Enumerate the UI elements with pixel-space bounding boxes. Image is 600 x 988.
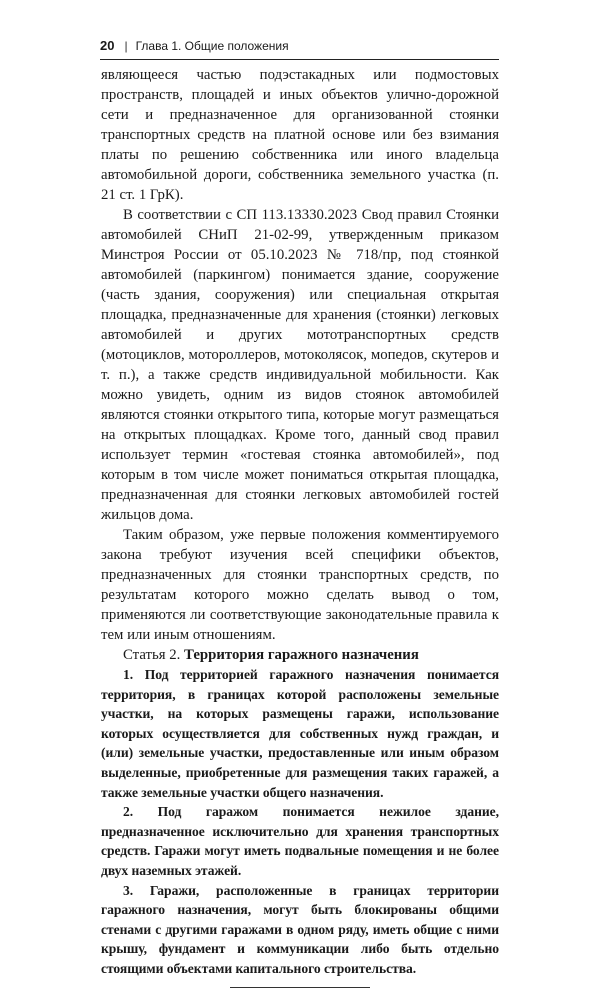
page-body: [101, 65, 499, 988]
article-heading: [101, 645, 499, 665]
article-point: 2. Под гаражом понимается нежилое здание, предназначенное исключительно для хранения транспортных средств. Гаражи могут иметь подвальные помещения и не более двух наземных этажей.: [101, 804, 499, 878]
section-end-rule: [230, 987, 370, 988]
article-point: 3. Гаражи, расположенные в границах территории гаражного назначения, могут быть блокированы общими стенами с другими гаражами в одном ряду, иметь общие с ними крышу, фундамент и коммуникации либо быть отдельно стоящими объектами капитального строительства.: [101, 882, 499, 976]
article-label: Статья 2.: [123, 647, 181, 663]
page-number: 20: [100, 38, 115, 53]
chapter-title: Глава 1. Общие положения: [135, 39, 289, 53]
article-title: Территория гаражного назначения: [184, 647, 419, 663]
body-paragraph: являющееся частью подэстакадных или подмостовых пространств, площадей и иных объектов улично-дорожной сети и предназначенное для организованной стоянки транспортных средств на платной основе или без взимания платы по решению собственника или иного владельца автомобильной дороги, собственника земельного участка (п. 21 ст. 1 ГрК).: [101, 67, 499, 203]
article-point: 1. Под территорией гаражного назначения понимается территория, в границах которой расположены земельные участки, на которых размещены гаражи, использование которых осуществляется для собственных нужд граждан, и (или) земельные участки, предоставленные или иным образом выделенные, приобретенные для размещения таких гаражей, а также земельные участки общего назначения.: [101, 667, 499, 800]
header-separator: |: [124, 39, 128, 53]
body-paragraph: В соответствии с СП 113.13330.2023 Свод правил Стоянки автомобилей СНиП 21-02-99, утвержденным приказом Минстроя России от 05.10.2023 № 718/пр, под стоянкой автомобилей (паркингом) понимается здание, сооружение (часть здания, сооружения) или специальная открытая площадка, предназначенные для хранения (стоянки) легковых автомобилей и других мототранспортных средств (мотоциклов, мотороллеров, мотоколясок, мопедов, скутеров и т. п.), а также средств индивидуальной мобильности. Как можно увидеть, одним из видов стоянок автомобилей являются стоянки открытого типа, которые могут размещаться на открытых площадках. Кроме того, данный свод правил использует термин «гостевая стоянка автомобилей», под которым в том числе может пониматься открытая площадка, предназначенная для стоянки легковых автомобилей гостей жильцов дома.: [101, 207, 499, 523]
running-header: [100, 38, 500, 60]
header-rule: [100, 59, 499, 60]
body-paragraph: Таким образом, уже первые положения комментируемого закона требуют изучения всей специфики объектов, предназначенных для стоянки транспортных средств, по результатам которого можно сделать вывод о том, применяются ли соответствующие законодательные правила к тем или иным отношениям.: [101, 527, 499, 643]
